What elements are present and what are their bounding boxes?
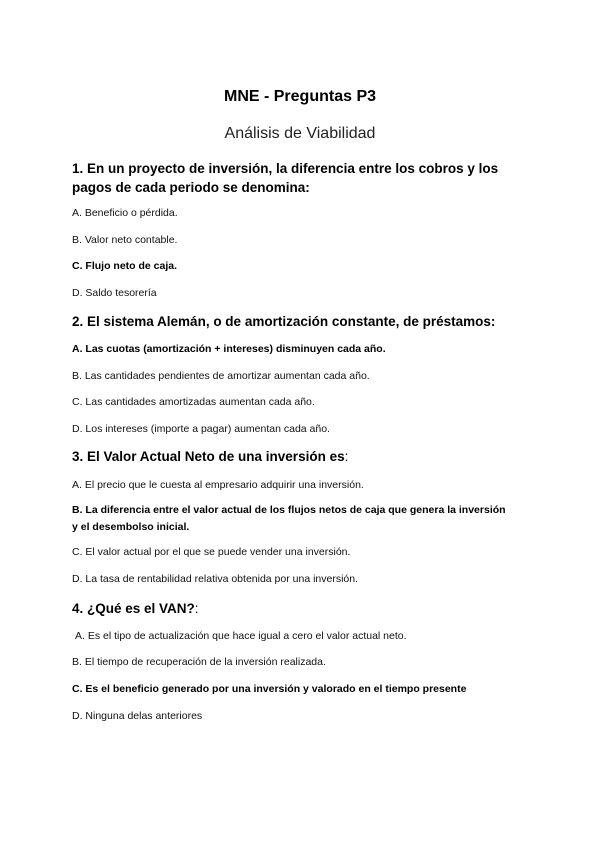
question-1 [72,159,512,197]
option-4b: B. El tiempo de recuperación de la inversión realizada. [72,656,326,668]
question-text: 2. El sistema Alemán, o de amortización constante, de préstamos: [72,314,496,329]
option-2b: B. Las cantidades pendientes de amortizar aumentan cada año. [72,370,370,382]
question-tail: : [344,449,349,464]
option-2a-correct: A. Las cuotas (amortización + intereses) disminuyen cada año. [72,343,386,355]
question-text: 1. En un proyecto de inversión, la diferencia entre los cobros y los pagos de cada periodo se denomina: [72,161,499,195]
option-4c-correct: C. Es el beneficio generado por una inversión y valorado en el tiempo presente [72,683,467,695]
option-1c-correct: C. Flujo neto de caja. [72,260,178,272]
question-text: 3. El Valor Actual Neto de una inversión es [72,449,345,464]
option-1b: B. Valor neto contable. [72,234,178,246]
question-3 [72,447,512,466]
option-3d: D. La tasa de rentabilidad relativa obtenida por una inversión. [72,573,359,585]
question-tail: : [194,601,199,616]
option-1d: D. Saldo tesorería [72,287,157,299]
option-2c: C. Las cantidades amortizadas aumentan cada año. [72,396,315,408]
document-subtitle: Análisis de Viabilidad [224,125,376,142]
option-3c: C. El valor actual por el que se puede vender una inversión. [72,546,351,558]
option-3b-correct: B. La diferencia entre el valor actual de los flujos netos de caja que genera la inversión y el desembolso inicial. [72,504,506,533]
option-2d: D. Los intereses (importe a pagar) aumentan cada año. [72,423,330,435]
option-4a: A. Es el tipo de actualización que hace igual a cero el valor actual neto. [75,630,407,642]
option-4d: D. Ninguna delas anteriores [72,710,203,722]
option-3a: A. El precio que le cuesta al empresario adquirir una inversión. [72,479,364,491]
document-title: MNE - Preguntas P3 [223,88,377,105]
question-2 [72,312,512,331]
question-text: 4. ¿Qué es el VAN? [72,601,195,616]
question-4 [72,599,512,618]
option-1a: A. Beneficio o pérdida. [72,207,178,219]
